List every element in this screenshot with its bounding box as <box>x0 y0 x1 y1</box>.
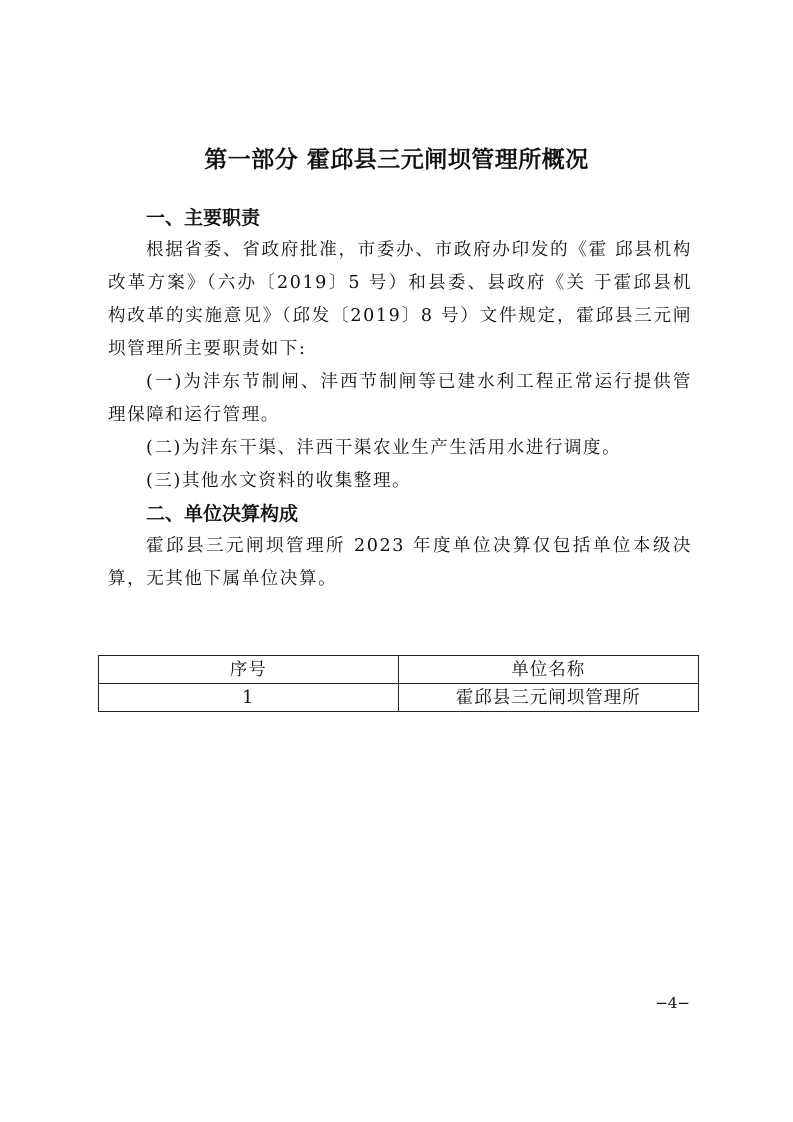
table-header-index: 序号 <box>99 656 399 684</box>
page-number: −4− <box>655 994 690 1012</box>
table-cell-unit-name: 霍邱县三元闸坝管理所 <box>398 684 699 712</box>
paragraph-duty-2: (二)为沣东干渠、沣西干渠农业生产生活用水进行调度。 <box>146 438 622 458</box>
table-row <box>99 684 699 712</box>
table-cell-index: 1 <box>99 684 399 712</box>
document-title: 第一部分 霍邱县三元闸坝管理所概况 <box>204 147 589 173</box>
unit-table <box>98 655 699 712</box>
table-header-unit-name: 单位名称 <box>398 656 699 684</box>
table-header-row <box>99 656 699 684</box>
document-body <box>108 202 692 596</box>
paragraph-duty-3: (三)其他水文资料的收集整理。 <box>146 471 412 491</box>
section-heading-composition: 二、单位决算构成 <box>146 503 299 525</box>
paragraph-duty-1: (一)为沣东节制闸、沣西节制闸等已建水利工程正常运行提供管理保障和运行管理。 <box>108 372 692 425</box>
paragraph-duties-intro: 根据省委、省政府批准，市委办、市政府办印发的《霍 邱县机构改革方案》（六办〔2019〕5 号）和县委、县政府《关 于霍邱县机构改革的实施意见》（邱发〔2019〕8 号）文件规定，霍邱县三元闸坝管理所主要职责如下: <box>108 240 692 359</box>
section-heading-duties: 一、主要职责 <box>146 207 261 229</box>
paragraph-composition: 霍邱县三元闸坝管理所 2023 年度单位决算仅包括单位本级决算，无其他下属单位决算。 <box>108 536 692 589</box>
